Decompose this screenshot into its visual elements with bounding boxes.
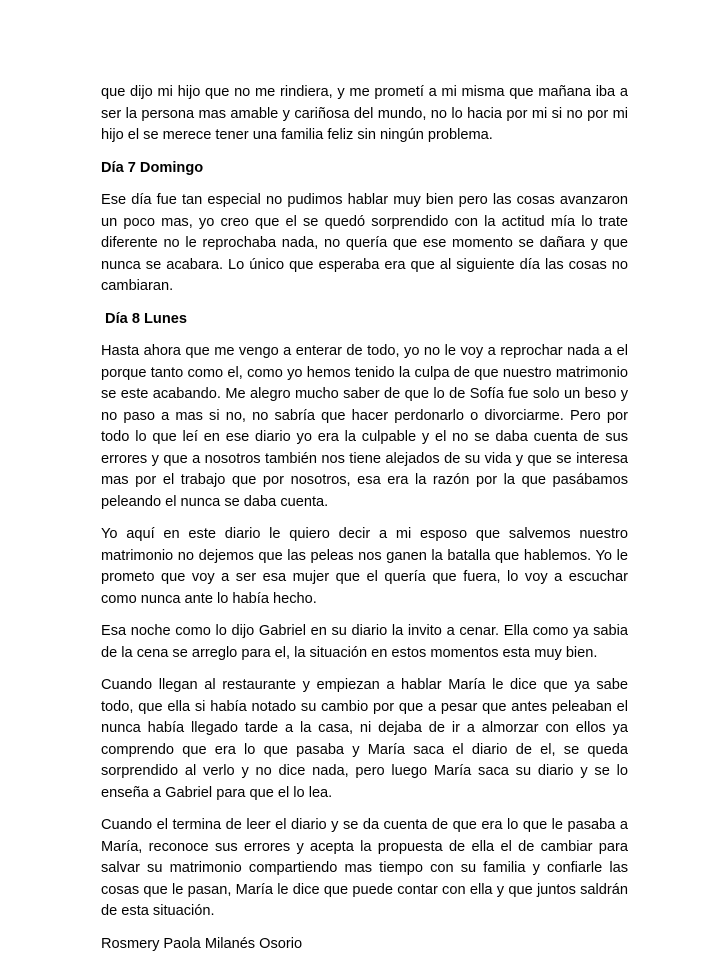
paragraph-day-7: Ese día fue tan especial no pudimos hablar muy bien pero las cosas avanzaron un poco mas, yo creo que el se quedó sorprendido con la actitud mía lo trate diferente no le reprochaba nada, no quería que ese momento se dañara y que nunca se acabara. Lo único que esperaba era que al siguiente día las cosas no cambiaran. — [101, 192, 628, 294]
document-page — [101, 82, 628, 966]
paragraph-dinner: Esa noche como lo dijo Gabriel en su diario la invito a cenar. Ella como ya sabia de la cena se arreglo para el, la situación en estos momentos esta muy bien. — [101, 623, 628, 661]
author-signature: Rosmery Paola Milanés Osorio — [101, 935, 303, 952]
paragraph-restaurant: Cuando llegan al restaurante y empiezan a hablar María le dice que ya sabe todo, que ella si había notado su cambio por que a pesar que antes peleaban el nunca había llegado tarde a la casa, ni dejaba de ir a almorzar con ellos ya comprendo que era lo que pasaba y María saca el diario de el, se queda sorprendido al verlo y no dice nada, pero luego María saca su diario y se lo enseña a Gabriel para que el lo lea. — [101, 677, 628, 801]
paragraph-ending: Cuando el termina de leer el diario y se da cuenta de que era lo que le pasaba a María, reconoce sus errores y acepta la propuesta de ella el de cambiar para salvar su matrimonio compartiendo mas tiempo con su familia y confiarle las cosas que le pasan, María le dice que puede contar con ella y que juntos saldrán de esta situación. — [101, 817, 628, 919]
paragraph-day-8-second: Yo aquí en este diario le quiero decir a mi esposo que salvemos nuestro matrimonio no dejemos que las peleas nos ganen la batalla que hablemos. Yo le prometo que voy a ser esa mujer que el quería que fuera, lo voy a escuchar como nunca ante lo había hecho. — [101, 526, 628, 607]
paragraph-intro: que dijo mi hijo que no me rindiera, y me prometí a mi misma que mañana iba a ser la persona mas amable y cariñosa del mundo, no lo hacia por mi si no por mi hijo el se merece tener una familia feliz sin ningún problema. — [101, 84, 628, 143]
paragraph-day-8-first: Hasta ahora que me vengo a enterar de todo, yo no le voy a reprochar nada a el porque tanto como el, como yo hemos tenido la culpa de que nuestro matrimonio se este acabando. Me alegro mucho saber de que lo de Sofía fue solo un beso y no paso a mas si no, no sabría que hacer perdonarlo o divorciarme. Pero por todo lo que leí en ese diario yo era la culpable y el no se daba cuenta de sus errores y que a nosotros también nos tiene alejados de su vida y que se interesa mas por el trabajo que por nosotros, esa era la razón por la que pasábamos peleando el nunca se daba cuenta. — [101, 343, 628, 510]
heading-day-7: Día 7 Domingo — [101, 159, 204, 176]
heading-day-8: Día 8 Lunes — [101, 310, 187, 327]
